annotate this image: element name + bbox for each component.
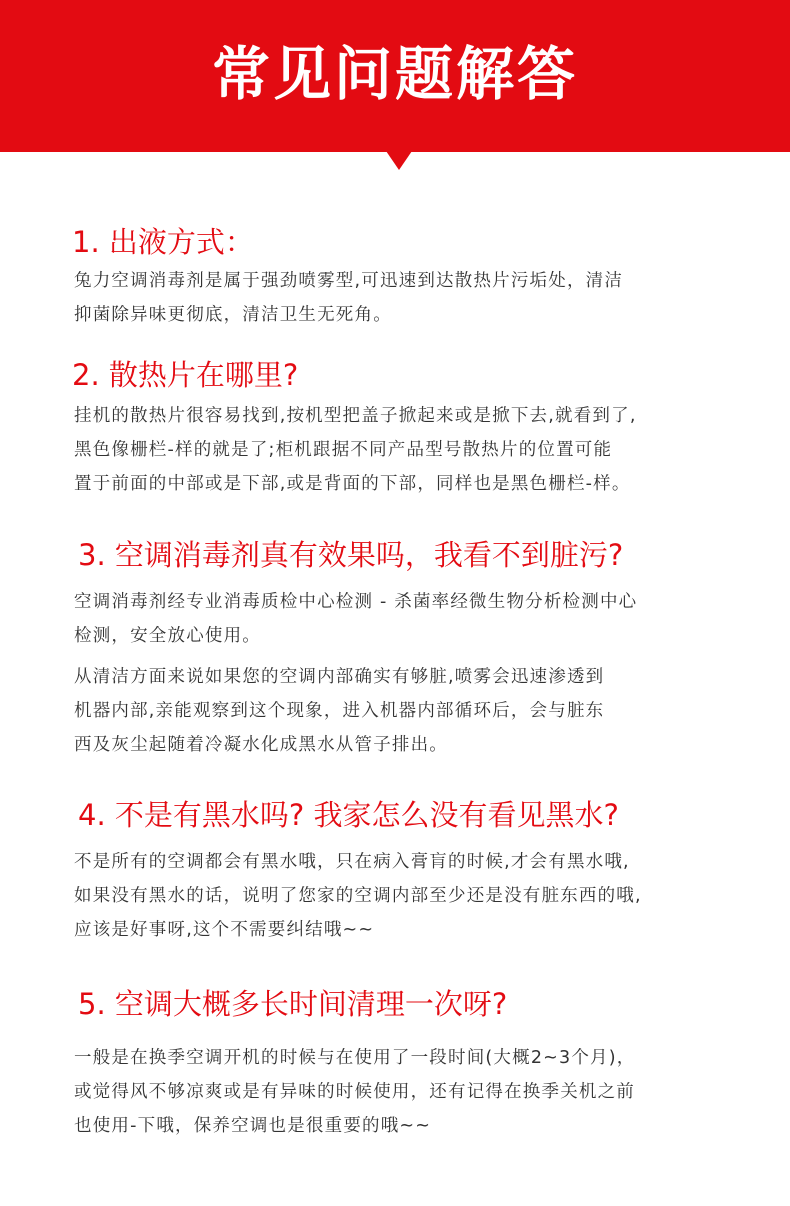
faq-answer-1 [74,264,623,332]
answer-line: 从清洁方面来说如果您的空调内部确实有够脏,喷雾会迅速渗透到 [74,667,605,687]
faq-answer-2 [74,399,637,501]
answer-line: 黑色像栅栏-样的就是了;柜机跟据不同产品型号散热片的位置可能 [74,440,613,460]
answer-line: 西及灰尘起随着冷凝水化成黑水从管子排出。 [74,735,448,755]
header-banner [0,0,790,152]
faq-question-4: 4. 不是有黑水吗? 我家怎么没有看见黑水? [78,798,619,832]
faq-question-2: 2. 散热片在哪里? [72,358,299,392]
answer-line: 不是所有的空调都会有黑水哦，只在病入膏肓的时候,才会有黑水哦, [74,852,630,872]
answer-line: 一般是在换季空调开机的时候与在使用了一段时间(大概2~3个月)， [74,1048,636,1068]
banner-pointer [386,151,412,170]
answer-line: 检测，安全放心使用。 [74,626,261,646]
answer-line: 空调消毒剂经专业消毒质检中心检测 - 杀菌率经微生物分析检测中心 [74,592,638,612]
faq-answer-5 [74,1041,635,1143]
answer-line: 置于前面的中部或是下部,或是背面的下部，同样也是黑色栅栏-样。 [74,474,631,494]
answer-line: 如果没有黑水的话，说明了您家的空调内部至少还是没有脏东西的哦, [74,886,642,906]
answer-line: 机器内部,亲能观察到这个现象，进入机器内部循环后，会与脏东 [74,701,605,721]
answer-line: 抑菌除异味更彻底，清洁卫生无死角。 [74,305,392,325]
answer-line: 也使用-下哦，保养空调也是很重要的哦~~ [74,1116,432,1136]
answer-line: 兔力空调消毒剂是属于强劲喷雾型,可迅速到达散热片污垢处，清洁 [74,271,624,291]
faq-answer-3a [74,585,637,653]
answer-line: 应该是好事呀,这个不需要纠结哦~~ [74,920,375,940]
faq-answer-4 [74,845,642,947]
faq-answer-3b [74,660,604,762]
answer-line: 或觉得风不够凉爽或是有异味的时候使用，还有记得在换季关机之前 [74,1082,635,1102]
faq-question-5: 5. 空调大概多长时间清理一次呀? [78,987,508,1021]
page-title: 常见问题解答 [211,40,578,108]
faq-question-3: 3. 空调消毒剂真有效果吗，我看不到脏污? [78,538,624,572]
faq-question-1: 1. 出液方式： [72,225,254,259]
answer-line: 挂机的散热片很容易找到,按机型把盖子掀起来或是掀下去,就看到了, [74,406,637,426]
